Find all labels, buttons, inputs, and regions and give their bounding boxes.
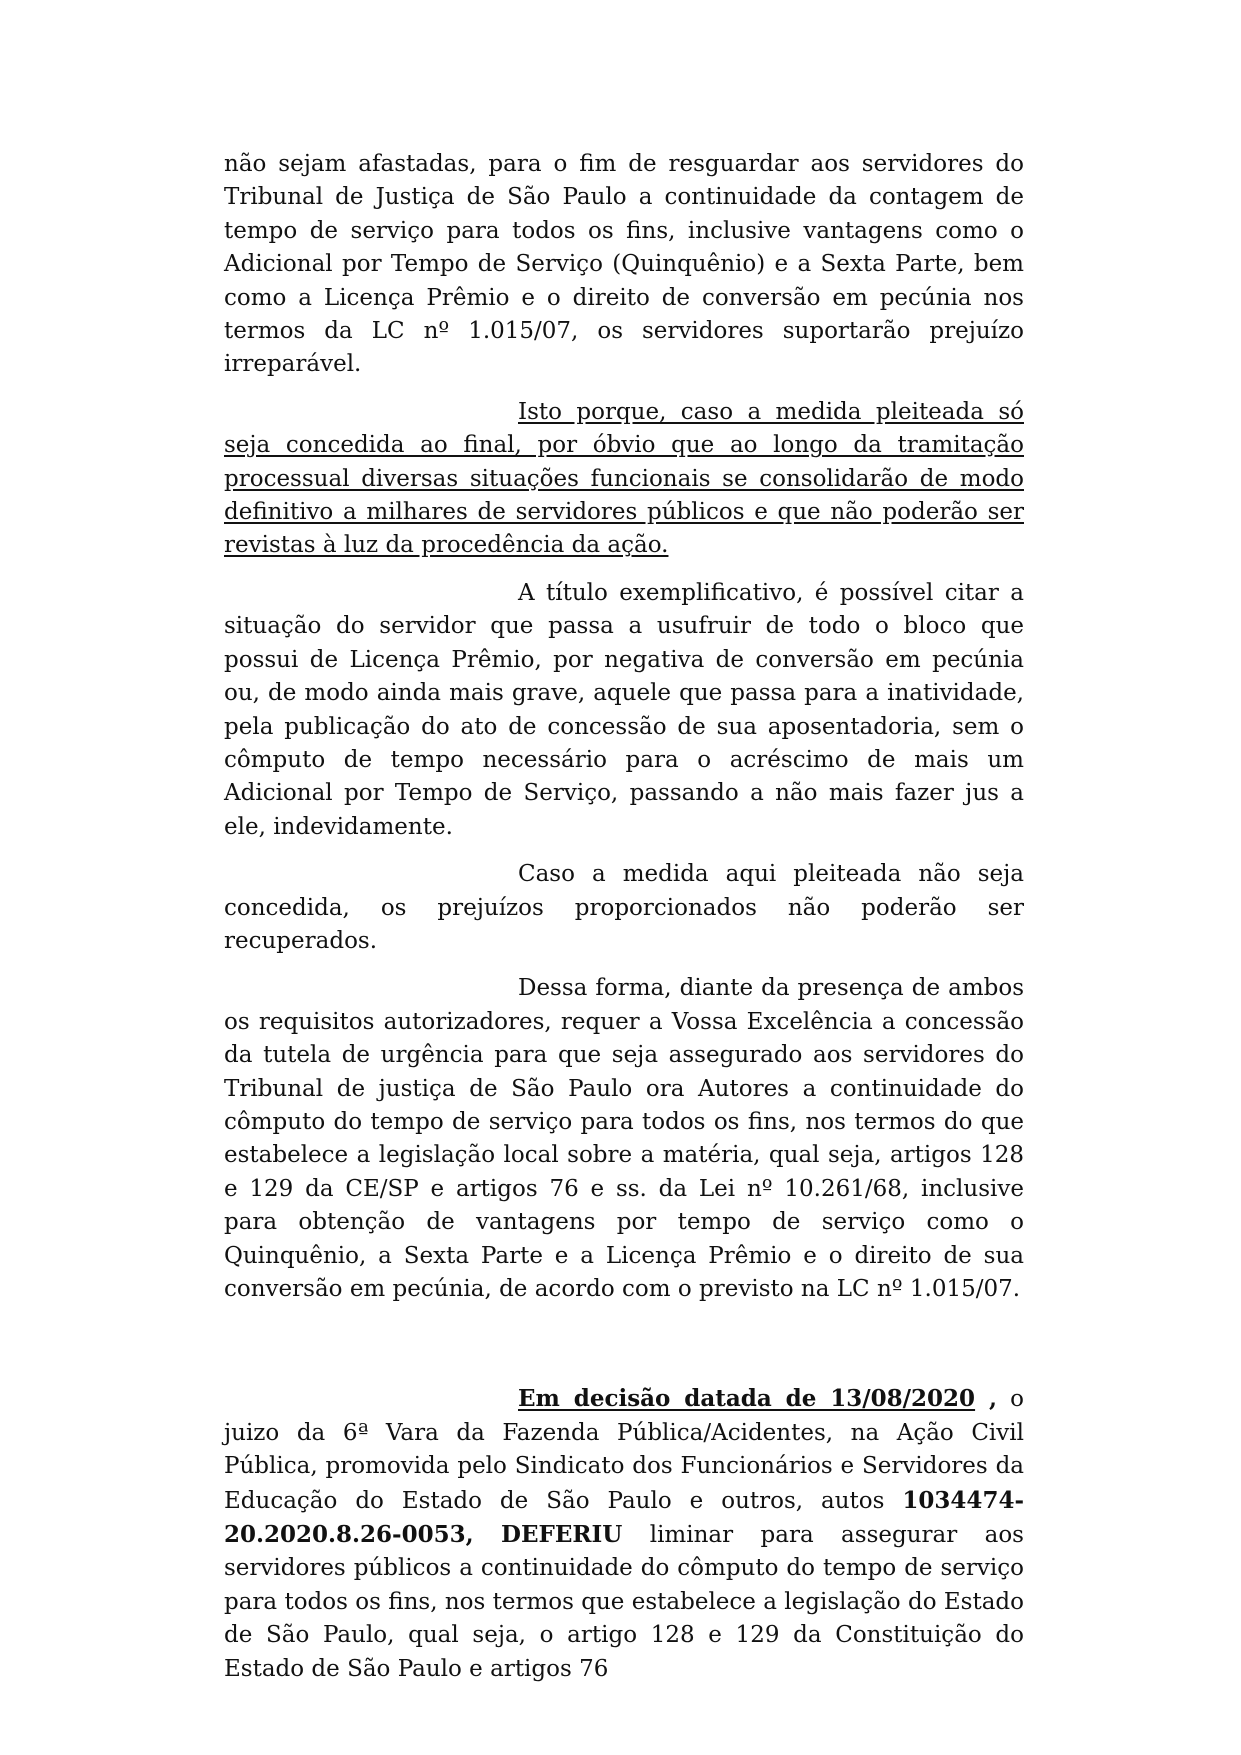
paragraph-5: Dessa forma, diante da presença de ambos os requisitos autorizadores, requer a Vossa Excelência a concessão da tutela de urgência para que seja assegurado aos servidores do Tribunal de justiça de São Paulo ora Autores a continuidade do cômputo do tempo de serviço para todos os fins, nos termos do que estabelece a legislação local sobre a matéria, qual seja, artigos 128 e 129 da CE/SP e artigos 76 e ss. da Lei nº 10.261/68, inclusive para obtenção de vantagens por tempo de serviço como o Quinquênio, a Sexta Parte e a Licença Prêmio e o direito de sua conversão em pecúnia, de acordo com o previsto na LC nº 1.015/07.: [224, 975, 1024, 1302]
paragraph-6-text-3: liminar para assegurar aos servidores públicos a continuidade do cômputo do tempo de serviço para todos os fins, nos termos que estabelece a legislação do Estado de São Paulo, qual seja, o artigo 128 e 129 da Constituição do Estado de São Paulo e artigos 76: [224, 1522, 1024, 1682]
paragraph-3: A título exemplificativo, é possível citar a situação do servidor que passa a usufruir de todo o bloco que possui de Licença Prêmio, por negativa de conversão em pecúnia ou, de modo ainda mais grave, aquele que passa para a inatividade, pela publicação do ato de concessão de sua aposentadoria, sem o cômputo de tempo necessário para o acréscimo de mais um Adicional por Tempo de Serviço, passando a não mais fazer jus a ele, indevidamente.: [224, 579, 1024, 840]
decision-date-heading: Em decisão datada de 13/08/2020: [518, 1385, 976, 1413]
section-gap: [224, 1320, 1024, 1382]
document-page: [224, 148, 1024, 1700]
paragraph-1: não sejam afastadas, para o fim de resguardar aos servidores do Tribunal de Justiça de São Paulo a continuidade da contagem de tempo de serviço para todos os fins, inclusive vantagens como o Adicional por Tempo de Serviço (Quinquênio) e a Sexta Parte, bem como a Licença Prêmio e o direito de conversão em pecúnia nos termos da LC nº 1.015/07, os servidores suportarão prejuízo irreparável.: [224, 151, 1024, 378]
case-number: 1034474-20.2020.8.26-0053,: [224, 1486, 1024, 1549]
paragraph-2: [224, 396, 1024, 563]
paragraph-6-text-2: [474, 1522, 501, 1548]
paragraph-6: [224, 1382, 1024, 1686]
heading-comma: ,: [975, 1385, 997, 1413]
paragraph-6-text-1: o juizo da 6ª Vara da Fazenda Pública/Acidentes, na Ação Civil Pública, promovida pelo Sindicato dos Funcionários e Servidores da Educação do Estado de São Paulo e outros, autos: [224, 1386, 1024, 1514]
verdict-word: DEFERIU: [501, 1521, 623, 1549]
paragraph-4: Caso a medida aqui pleiteada não seja concedida, os prejuízos proporcionados não poderão ser recuperados.: [224, 861, 1024, 954]
paragraph-2-underlined-text: Isto porque, caso a medida pleiteada só seja concedida ao final, por óbvio que ao longo da tramitação processual diversas situações funcionais se consolidarão de modo definitivo a milhares de servidores públicos e que não poderão ser revistas à luz da procedência da ação.: [224, 398, 1024, 559]
